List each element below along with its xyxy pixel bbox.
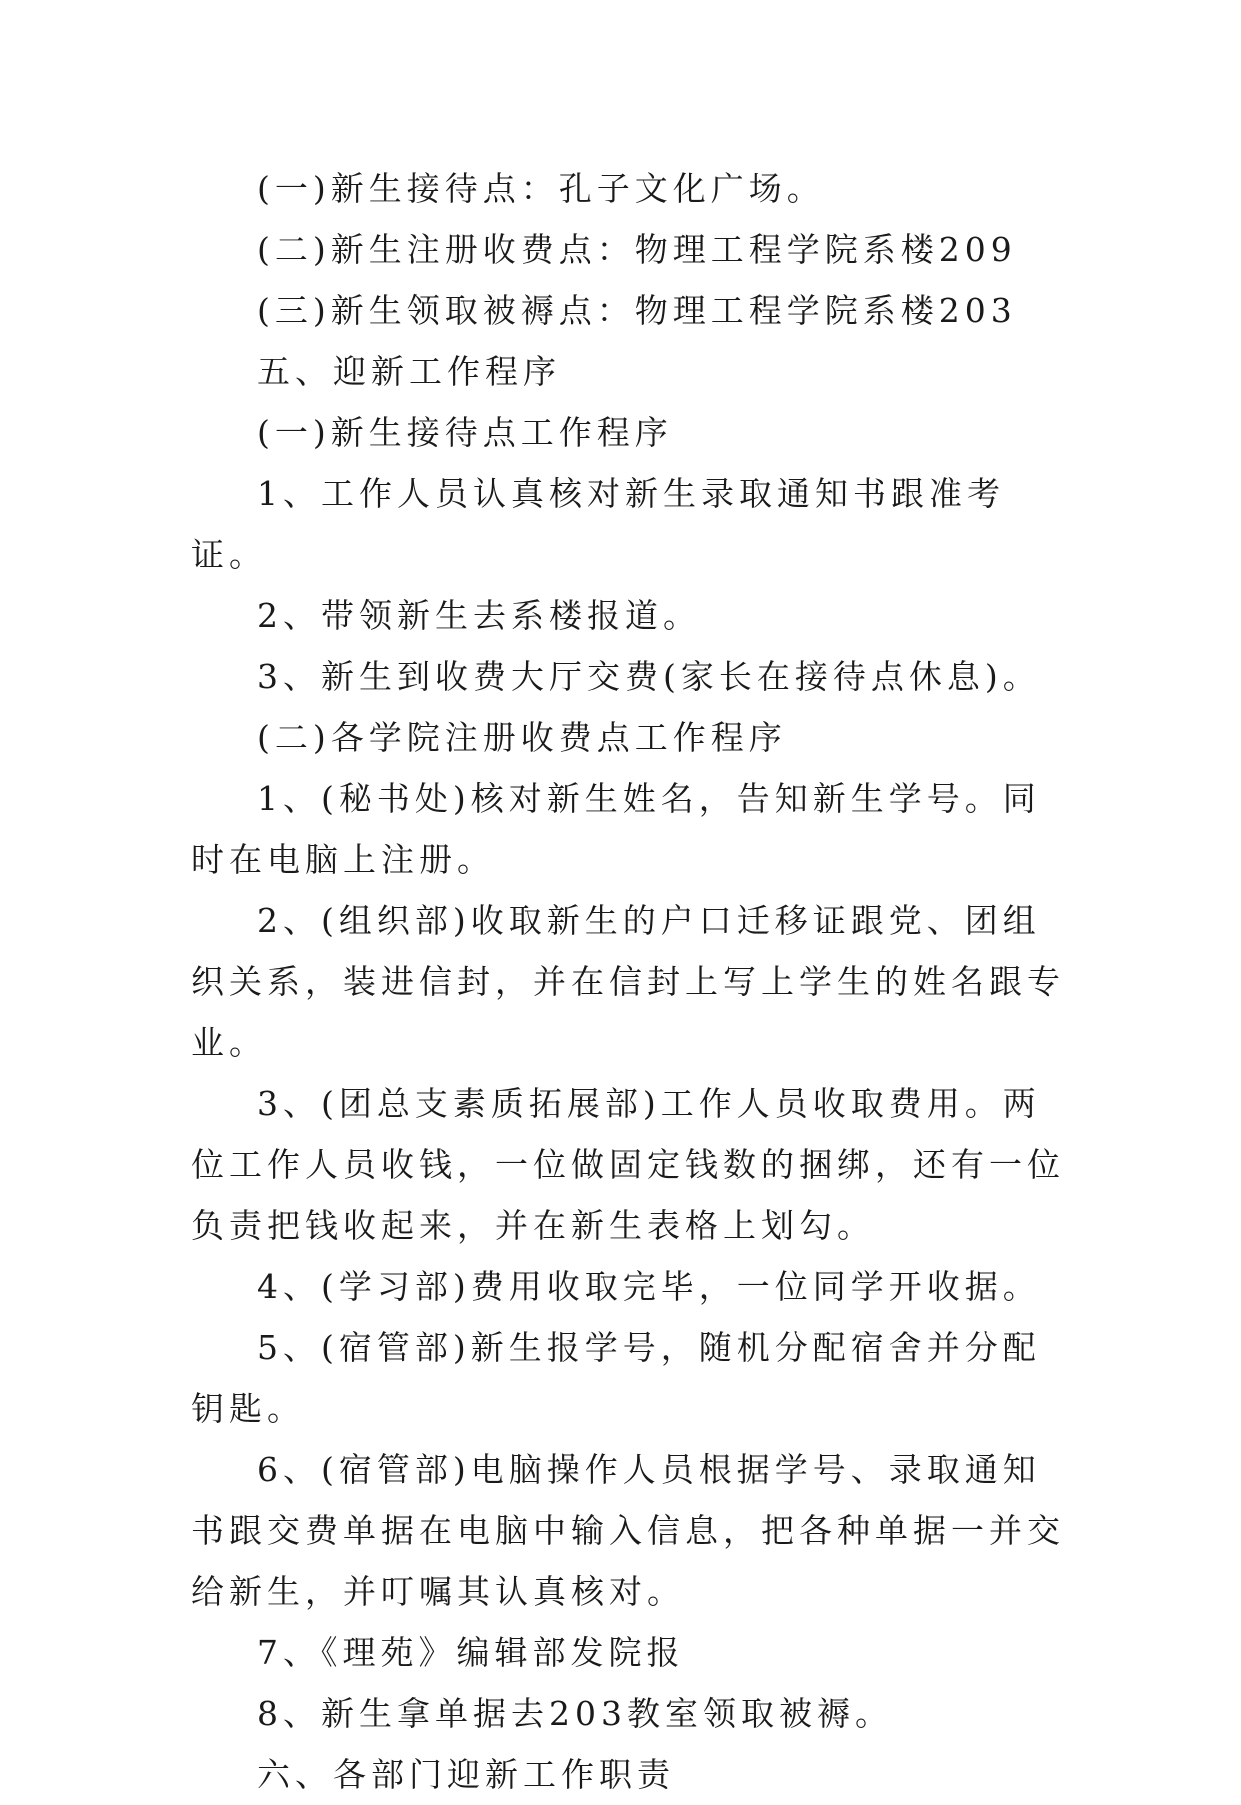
section-heading-responsibilities: 六、各部门迎新工作职责 [257,1755,675,1794]
list-item: 4、(学习部)费用收取完毕，一位同学开收据。 [257,1267,1041,1306]
paragraph-reception-location: (一)新生接待点：孔子文化广场。 [257,169,825,208]
list-item: 6、(宿管部)电脑操作人员根据学号、录取通知书跟交费单据在电脑中输入信息，把各种单据一并交给新生，并叮嘱其认真核对。 [191,1450,1065,1611]
section-heading-procedure: 五、迎新工作程序 [257,352,561,391]
subheading-registration-procedure: (二)各学院注册收费点工作程序 [257,718,787,757]
subheading-reception-procedure: (一)新生接待点工作程序 [257,413,673,452]
list-item: 7、《理苑》编辑部发院报 [257,1633,685,1672]
list-item: 3、(团总支素质拓展部)工作人员收取费用。两位工作人员收钱，一位做固定钱数的捆绑，还有一位负责把钱收起来，并在新生表格上划勾。 [191,1084,1065,1245]
document-body [191,158,1071,1805]
list-item: 5、(宿管部)新生报学号，随机分配宿舍并分配钥匙。 [191,1328,1041,1428]
list-item: 2、带领新生去系楼报道。 [257,596,701,635]
list-item: 3、新生到收费大厅交费(家长在接待点休息)。 [257,657,1041,696]
paragraph-bedding-location: (三)新生领取被褥点：物理工程学院系楼203 [257,291,1017,330]
paragraph-registration-location: (二)新生注册收费点：物理工程学院系楼209 [257,230,1017,269]
list-item: 1、(秘书处)核对新生姓名，告知新生学号。同时在电脑上注册。 [191,779,1041,879]
list-item: 1、工作人员认真核对新生录取通知书跟准考证。 [191,474,1005,574]
list-item: 8、新生拿单据去203教室领取被褥。 [257,1694,893,1733]
list-item: 2、(组织部)收取新生的户口迁移证跟党、团组织关系，装进信封，并在信封上写上学生的姓名跟专业。 [191,901,1065,1062]
